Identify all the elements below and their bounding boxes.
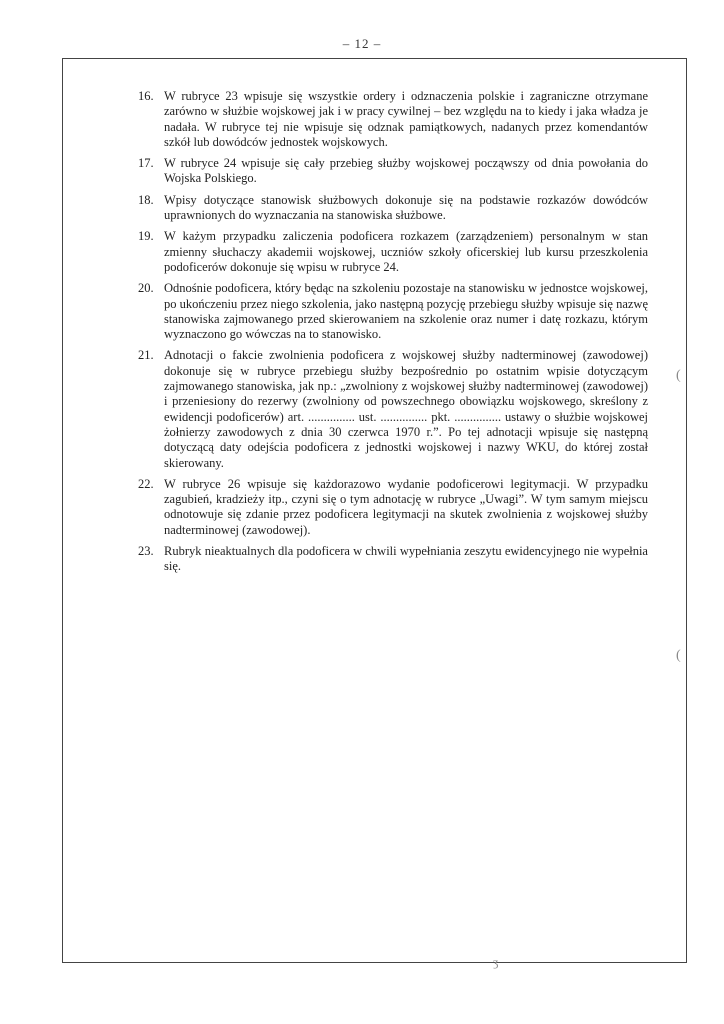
list-item: [138, 281, 648, 342]
list-item: [138, 477, 648, 538]
list-item: [138, 544, 648, 575]
item-number: 19.: [138, 229, 154, 244]
margin-mark: (: [676, 648, 681, 663]
item-text: W każym przypadku zaliczenia podoficera rozkazem (zarządzeniem) personalnym w stan zmienny słuchaczy akademii wojskowej, uczniów szkoły oficerskiej lub kursu przeszkolenia podoficerów dokonuje się wpisu w rubryce 24.: [164, 229, 648, 274]
item-number: 17.: [138, 156, 154, 171]
list-item: [138, 193, 648, 224]
item-number: 22.: [138, 476, 154, 491]
instruction-list: [138, 89, 648, 581]
margin-mark: ʒ: [493, 955, 499, 969]
page-frame: [62, 58, 687, 963]
item-text: Adnotacji o fakcie zwolnienia podoficera z wojskowej służby nadterminowej (zawodowej) dokonuje się w rubryce przebiegu służby bezpośrednio po ostatnim wpisie dotyczącym zajmowanego stanowiska, jak np.: „zwolniony z wojskowej służby nadterminowej (zawodowej) i przeniesiony do rezerwy (zwolniony od powszechnego obowiązku wojskowego, skreślony z ewidencji podoficerów) art. ............... ust. ............... pkt. ............... ustawy o służbie wojskowej żołnierzy zawodowych z dnia 30 czerwca 1970 r.”. Po tej adnotacji wpisuje się następną dotyczącą daty odejścia podoficera z jednostki wojskowej i nazwy WKU, do której został skierowany.: [164, 348, 648, 470]
item-number: 16.: [138, 89, 154, 103]
item-text: W rubryce 26 wpisuje się każdorazowo wydanie podoficerowi legitymacji. W przypadku zagubień, kradzieży itp., czyni się o tym adnotację w rubryce „Uwagi”. W tym samym miejscu odnotowuje się zdanie przez podoficera legitymacji na skutek zwolnienia z wojskowej służby nadterminowej (zawodowej).: [164, 476, 648, 537]
item-number: 18.: [138, 192, 154, 207]
item-text: Wpisy dotyczące stanowisk służbowych dokonuje się na podstawie rozkazów dowódców uprawnionych do wyznaczania na stanowiska służbowe.: [164, 192, 648, 223]
item-text: W rubryce 23 wpisuje się wszystkie ordery i odznaczenia polskie i zagraniczne otrzymane zarówno w służbie wojskowej jak i w pracy cywilnej – bez względu na to kiedy i jaka władza je nadała. W rubryce tej nie wpisuje się odznak pamiątkowych, nadanych przez komendantów szkół lub dowódców jednostek wojskowych.: [164, 89, 648, 149]
item-number: 20.: [138, 281, 154, 296]
item-number: 21.: [138, 348, 154, 363]
list-item: [138, 229, 648, 275]
list-item: [138, 89, 648, 150]
item-number: 23.: [138, 544, 154, 559]
item-text: Odnośnie podoficera, który będąc na szkoleniu pozostaje na stanowisku w jednostce wojskowej, po ukończeniu przez niego szkolenia, jako następną pozycję przebiegu służby wpisuje się nazwę stanowiska zajmowanego przed skierowaniem na szkolenie oraz numer i datę rozkazu, którym wyznaczono go wówczas na to stanowisko.: [164, 281, 648, 342]
list-item: [138, 348, 648, 470]
item-text: Rubryk nieaktualnych dla podoficera w chwili wypełniania zeszytu ewidencyjnego nie wypełnia się.: [164, 544, 648, 574]
list-item: [138, 156, 648, 187]
margin-mark: (: [676, 368, 681, 383]
item-text: W rubryce 24 wpisuje się cały przebieg służby wojskowej począwszy od dnia powołania do Wojska Polskiego.: [164, 156, 648, 186]
page-number: – 12 –: [342, 36, 382, 51]
